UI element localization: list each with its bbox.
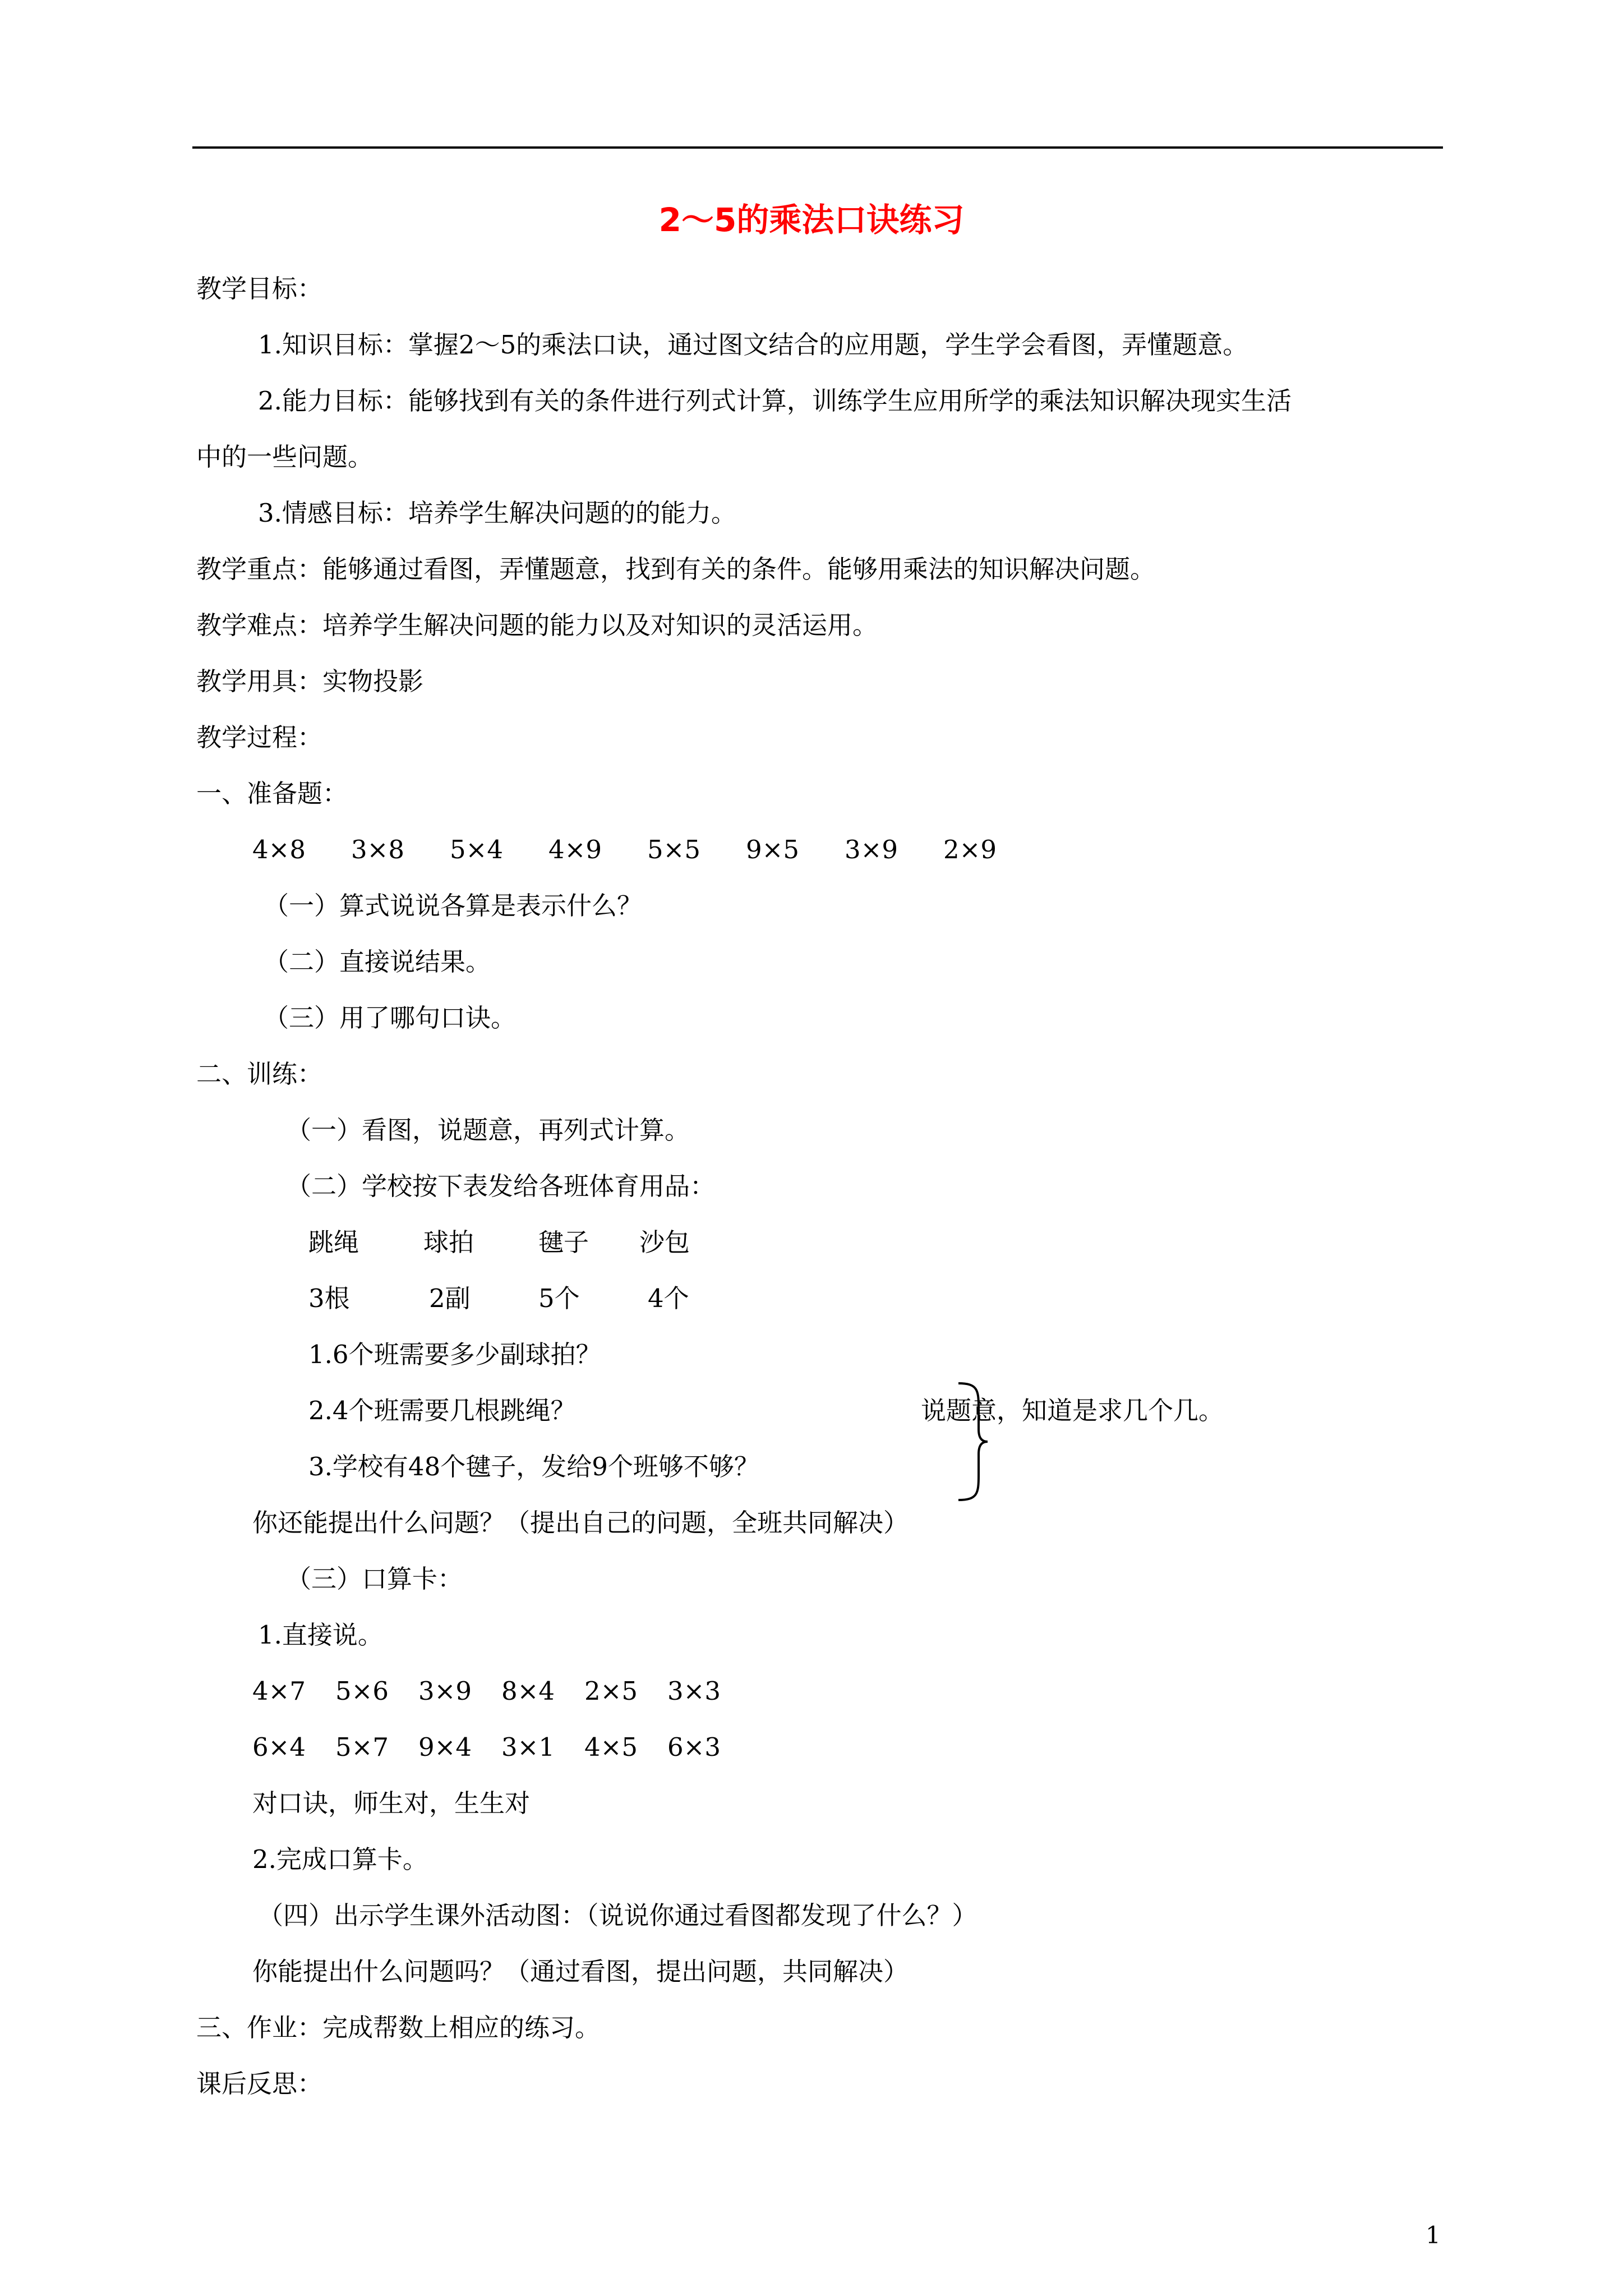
card-expr: 3×3 <box>667 1676 721 1706</box>
card-row-1 <box>252 1672 813 1711</box>
supply-item: 毽子 <box>538 1227 589 1257</box>
section-1-question-1: （一）算式说说各算是表示什么？ <box>264 891 643 921</box>
section-2-item-c: （三）口算卡： <box>286 1564 463 1594</box>
brace-note: 说题意，知道是求几个几。 <box>921 1396 1224 1425</box>
card-expr: 4×7 <box>252 1676 306 1706</box>
objectives-heading: 教学目标： <box>196 274 323 303</box>
warmup-expr: 5×5 <box>647 835 700 864</box>
problem-1: 1.6个班需要多少副球拍？ <box>308 1340 601 1369</box>
problem-2: 2.4个班需要几根跳绳？ <box>308 1396 576 1425</box>
section-2-item-b: （二）学校按下表发给各班体育用品： <box>286 1171 716 1201</box>
supply-quantity: 3根 <box>308 1283 350 1313</box>
supply-item: 沙包 <box>639 1227 690 1257</box>
warmup-expr: 3×8 <box>351 835 404 864</box>
post-class-reflection: 课后反思： <box>196 2069 323 2099</box>
objective-knowledge: 1.知识目标：掌握2～5的乘法口诀，通过图文结合的应用题，学生学会看图，弄懂题意。 <box>258 330 1248 360</box>
card-row-2 <box>252 1728 813 1767</box>
page-number: 1 <box>1426 2221 1441 2249</box>
warmup-expr: 2×9 <box>943 835 997 864</box>
more-questions-prompt-2: 你能提出什么问题吗？（通过看图，提出问题，共同解决） <box>252 1957 909 1986</box>
card-expr: 5×6 <box>335 1676 389 1706</box>
warmup-expr: 9×5 <box>746 835 799 864</box>
warmup-expressions <box>252 830 1094 869</box>
teaching-difficulty: 教学难点：培养学生解决问题的能力以及对知识的灵活运用。 <box>196 610 878 640</box>
section-1-heading: 一、准备题： <box>196 779 348 808</box>
section-3-homework: 三、作业：完成帮数上相应的练习。 <box>196 2013 601 2042</box>
card-step-1: 1.直接说。 <box>258 1620 383 1650</box>
supply-item: 球拍 <box>423 1227 474 1257</box>
supply-quantity: 5个 <box>538 1283 580 1313</box>
supply-quantity: 4个 <box>648 1283 689 1313</box>
card-step-2: 2.完成口算卡。 <box>252 1844 428 1874</box>
warmup-expr: 3×9 <box>845 835 898 864</box>
teaching-tools: 教学用具：实物投影 <box>196 666 424 696</box>
card-expr: 3×1 <box>501 1732 555 1762</box>
card-expr: 8×4 <box>501 1676 555 1706</box>
supplies-items-row <box>308 1223 757 1262</box>
problem-3: 3.学校有48个毽子，发给9个班够不够？ <box>308 1452 759 1481</box>
supplies-quantities-row <box>308 1279 757 1318</box>
objective-ability-line2: 中的一些问题。 <box>196 442 374 472</box>
objective-emotion: 3.情感目标：培养学生解决问题的的能力。 <box>258 498 736 528</box>
card-expr: 6×3 <box>667 1732 721 1762</box>
recite-instructions: 对口诀，师生对，生生对 <box>252 1788 531 1818</box>
warmup-expr: 4×8 <box>252 835 306 864</box>
supply-item: 跳绳 <box>308 1227 359 1257</box>
section-2-item-d: （四）出示学生课外活动图：（说说你通过看图都发现了什么？） <box>258 1901 978 1930</box>
card-expr: 5×7 <box>335 1732 389 1762</box>
card-expr: 3×9 <box>418 1676 472 1706</box>
teaching-process-heading: 教学过程： <box>196 723 323 752</box>
teaching-key-point: 教学重点：能够通过看图，弄懂题意，找到有关的条件。能够用乘法的知识解决问题。 <box>196 554 1156 584</box>
card-expr: 4×5 <box>584 1732 638 1762</box>
section-2-item-a: （一）看图，说题意，再列式计算。 <box>286 1115 690 1145</box>
warmup-expr: 5×4 <box>450 835 503 864</box>
objective-ability-line1: 2.能力目标：能够找到有关的条件进行列式计算，训练学生应用所学的乘法知识解决现实生活 <box>258 386 1292 416</box>
more-questions-prompt: 你还能提出什么问题？（提出自己的问题，全班共同解决） <box>252 1508 909 1538</box>
card-expr: 9×4 <box>418 1732 472 1762</box>
supply-quantity: 2副 <box>429 1283 471 1313</box>
section-1-question-3: （三）用了哪句口诀。 <box>264 1003 517 1033</box>
section-2-heading: 二、训练： <box>196 1059 323 1089</box>
card-expr: 6×4 <box>252 1732 306 1762</box>
section-1-question-2: （二）直接说结果。 <box>264 947 491 977</box>
card-expr: 2×5 <box>584 1676 638 1706</box>
warmup-expr: 4×9 <box>548 835 602 864</box>
page-title: 2～5的乘法口诀练习 <box>658 201 965 239</box>
header-rule <box>192 146 1443 149</box>
